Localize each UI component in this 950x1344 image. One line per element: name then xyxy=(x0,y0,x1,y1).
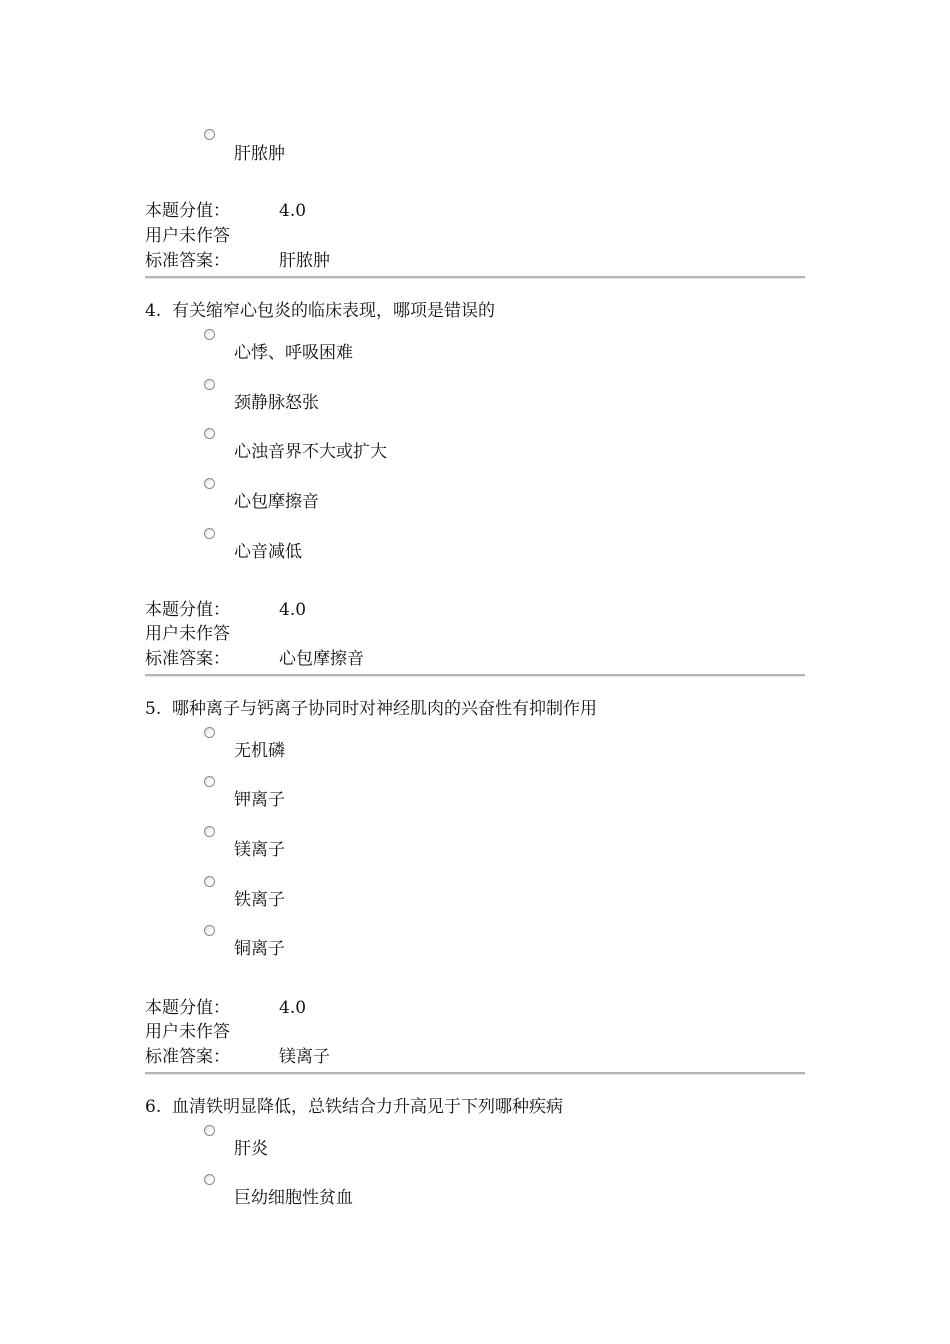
radio-q4-option-2[interactable] xyxy=(204,379,215,390)
standard-answer-label: 标准答案： xyxy=(145,1047,230,1067)
radio-q4-option-4[interactable] xyxy=(204,478,215,489)
option-label: 铜离子 xyxy=(234,939,285,959)
radio-q4-option-1[interactable] xyxy=(204,329,215,340)
divider xyxy=(145,674,805,677)
question-text: 哪种离子与钙离子协同时对神经肌肉的兴奋性有抑制作用 xyxy=(172,699,598,719)
standard-answer-value: 镁离子 xyxy=(279,1047,330,1067)
question-title xyxy=(145,300,495,322)
question-number: 5. xyxy=(145,699,162,719)
score-value: 4.0 xyxy=(279,600,307,620)
option-label: 肝炎 xyxy=(234,1139,268,1159)
radio-q6-option-1[interactable] xyxy=(204,1125,215,1136)
standard-answer-value: 心包摩擦音 xyxy=(279,649,364,669)
score-value: 4.0 xyxy=(279,998,307,1018)
option-label: 心浊音界不大或扩大 xyxy=(234,442,387,462)
radio-q5-option-4[interactable] xyxy=(204,876,215,887)
question-text: 血清铁明显降低，总铁结合力升高见于下列哪种疾病 xyxy=(172,1097,564,1117)
unanswered-status: 用户未作答 xyxy=(145,624,230,644)
radio-q4-option-5[interactable] xyxy=(204,528,215,539)
question-number: 4. xyxy=(145,301,162,321)
option-label: 镁离子 xyxy=(234,840,285,860)
standard-answer-value: 肝脓肿 xyxy=(279,251,330,271)
option-label: 钾离子 xyxy=(234,790,285,810)
score-label: 本题分值： xyxy=(145,600,230,620)
divider xyxy=(145,1072,805,1075)
question-number: 6. xyxy=(145,1097,162,1117)
score-value: 4.0 xyxy=(279,201,307,221)
radio-q5-option-5[interactable] xyxy=(204,925,215,936)
radio-q5-option-1[interactable] xyxy=(204,727,215,738)
option-label: 肝脓肿 xyxy=(234,144,285,164)
radio-q4-option-3[interactable] xyxy=(204,428,215,439)
divider xyxy=(145,276,805,279)
standard-answer-label: 标准答案： xyxy=(145,649,230,669)
radio-q5-option-2[interactable] xyxy=(204,776,215,787)
option-label: 心悸、呼吸困难 xyxy=(234,343,353,363)
radio-q3-last[interactable] xyxy=(204,129,215,140)
unanswered-status: 用户未作答 xyxy=(145,1022,230,1042)
option-label: 铁离子 xyxy=(234,890,285,910)
option-label: 巨幼细胞性贫血 xyxy=(234,1188,353,1208)
unanswered-status: 用户未作答 xyxy=(145,226,230,246)
radio-q6-option-2[interactable] xyxy=(204,1174,215,1185)
standard-answer-label: 标准答案： xyxy=(145,251,230,271)
option-label: 颈静脉怒张 xyxy=(234,393,319,413)
option-label: 无机磷 xyxy=(234,741,285,761)
option-label: 心包摩擦音 xyxy=(234,492,319,512)
option-label: 心音减低 xyxy=(234,542,302,562)
radio-q5-option-3[interactable] xyxy=(204,826,215,837)
question-text: 有关缩窄心包炎的临床表现，哪项是错误的 xyxy=(172,301,496,321)
question-title xyxy=(145,698,597,720)
question-title xyxy=(145,1096,563,1118)
score-label: 本题分值： xyxy=(145,998,230,1018)
score-label: 本题分值： xyxy=(145,201,230,221)
